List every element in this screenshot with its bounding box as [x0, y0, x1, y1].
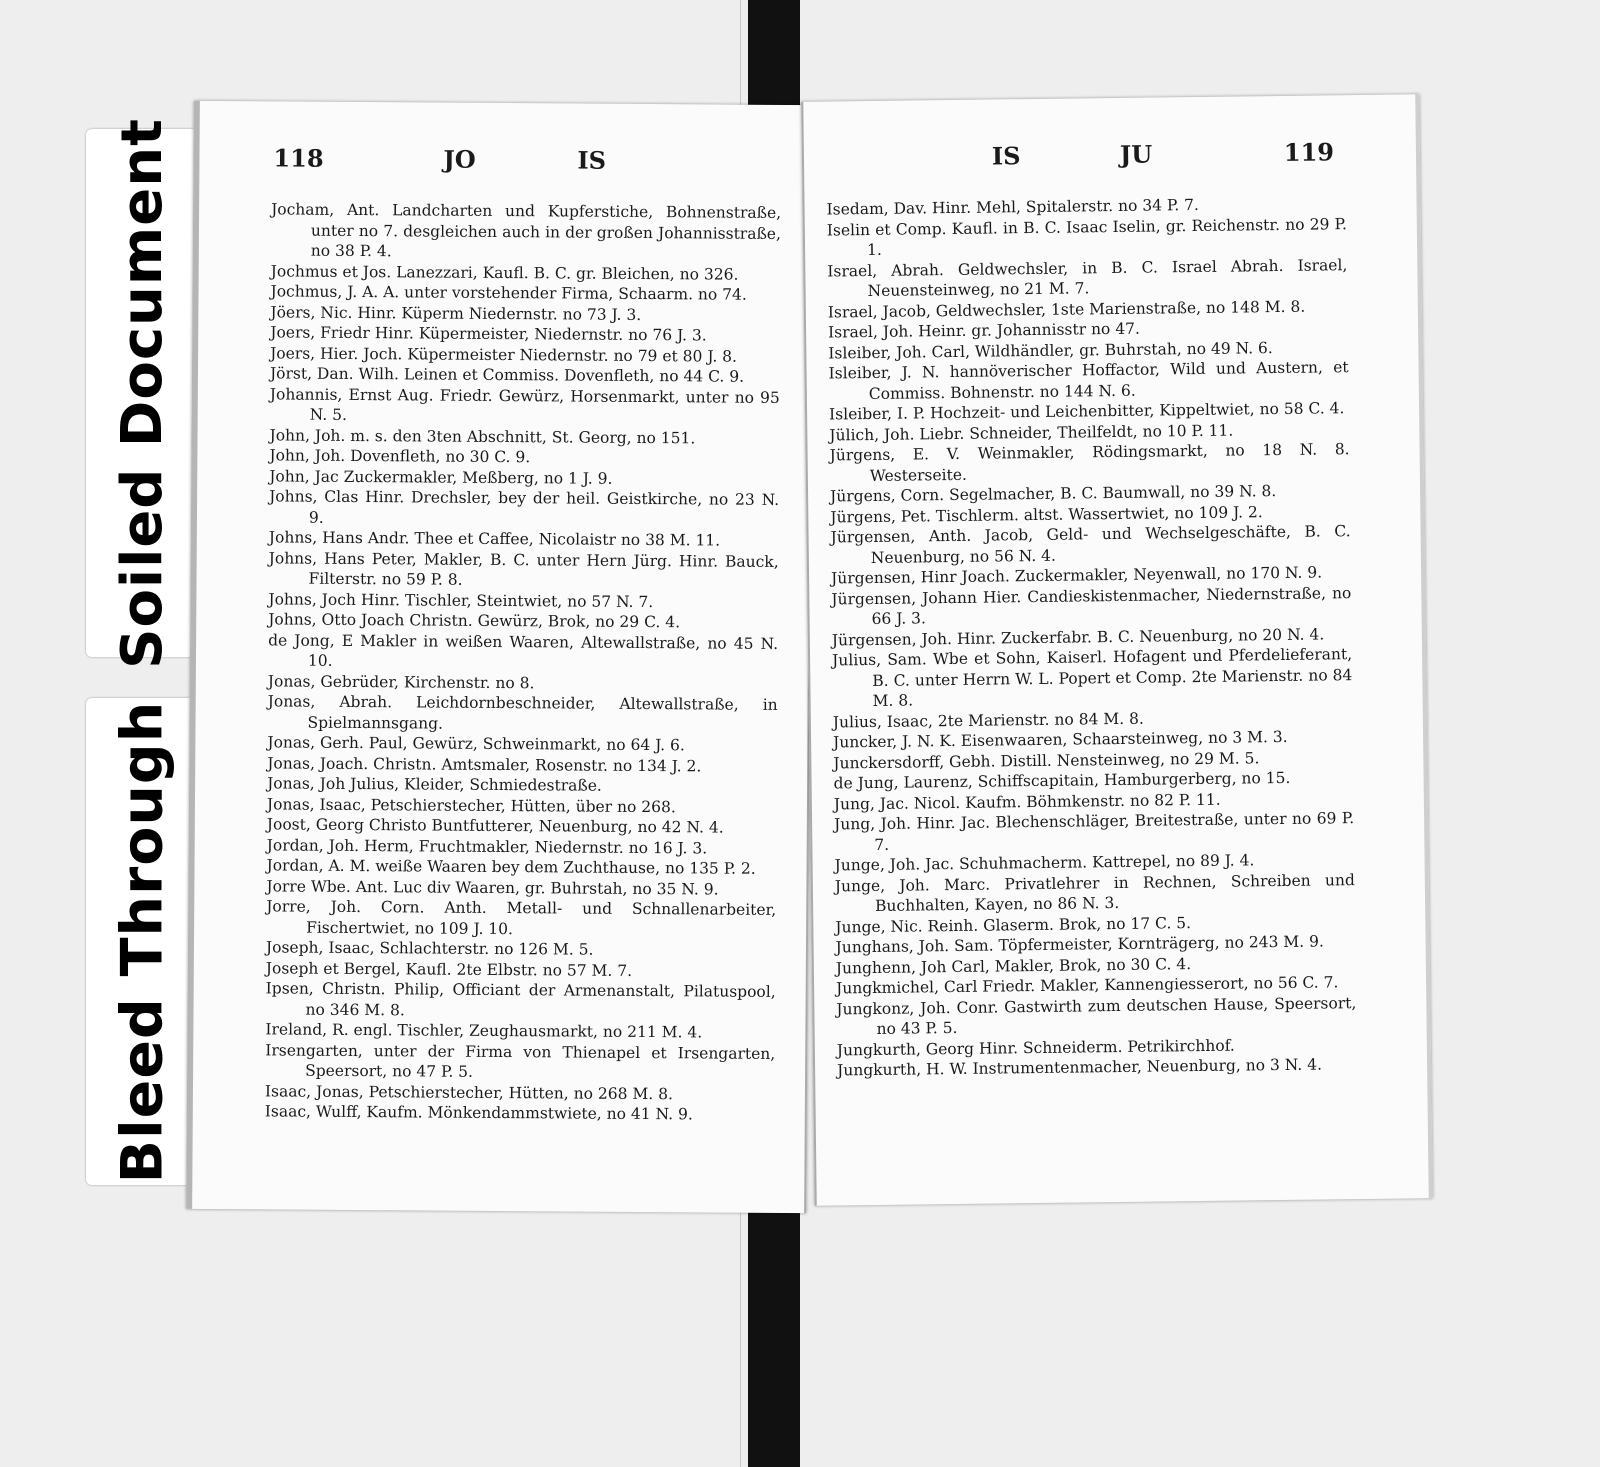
directory-entry: Jocham, Ant. Landcharten und Kupferstiche, Bohnenstraße, unter no 7. desgleichen auch in der großen Johannisstraße, no 38 P. 4. [271, 200, 782, 261]
directory-entry: Israel, Joh. Heinr. gr. Johannisstr no 47. [827, 319, 1141, 342]
left-page [186, 101, 814, 1213]
directory-entry: Jung, Jac. Nicol. Kaufm. Böhmkenstr. no 82 P. 11. [833, 790, 1221, 813]
directory-entry: Isleiber, Joh. Carl, Wildhändler, gr. Buhrstah, no 49 N. 6. [828, 338, 1273, 363]
left-running-head-start: JO [443, 144, 476, 174]
directory-entry: Junge, Joh. Marc. Privatlehrer in Rechnen, Schreiben und Buchhalten, Kayen, no 86 N. 3. [834, 870, 1355, 915]
left-directory-entries [265, 199, 781, 1125]
directory-entry: Jochmus et Jos. Lanezzari, Kaufl. B. C. gr. Bleichen, no 326. [270, 261, 739, 284]
directory-entry: Isleiber, I. P. Hochzeit- und Leichenbitter, Kippeltwiet, no 58 C. 4. [828, 399, 1345, 424]
bleed-through-tab [86, 698, 198, 1185]
directory-entry: John, Joh. m. s. den 3ten Abschnitt, St. Georg, no 151. [269, 425, 696, 447]
directory-entry: Joseph, Isaac, Schlachterstr. no 126 M. 5. [265, 938, 594, 959]
directory-entry: Jürgensen, Johann Hier. Candieskistenmacher, Niedernstraße, no 66 J. 3. [831, 583, 1352, 628]
directory-entry: Johns, Joch Hinr. Tischler, Steintwiet, no 57 N. 7. [268, 589, 654, 611]
directory-entry: Jungkurth, H. W. Instrumentenmacher, Neuenburg, no 3 N. 4. [837, 1055, 1323, 1080]
directory-entry: Junghenn, Joh Carl, Makler, Brok, no 30 C. 4. [835, 954, 1192, 977]
directory-entry: Jonas, Isaac, Petschierstecher, Hütten, über no 268. [266, 794, 676, 816]
directory-entry: Jochmus, J. A. A. unter vorstehender Firma, Schaarm. no 74. [270, 282, 747, 304]
directory-entry: Jöers, Nic. Hinr. Küperm Niedernstr. no 73 J. 3. [270, 302, 642, 324]
directory-entry: Jordan, A. M. weiße Waaren bey dem Zuchthause, no 135 P. 2. [266, 856, 756, 878]
directory-entry: Isedam, Dav. Hinr. Mehl, Spitalerstr. no 34 P. 7. [826, 195, 1200, 219]
directory-entry: Joseph et Bergel, Kaufl. 2te Elbstr. no 57 M. 7. [265, 958, 633, 980]
directory-entry: Jürgens, E. V. Weinmakler, Rödingsmarkt, no 18 N. 8. Westerseite. [829, 440, 1350, 485]
directory-entry: Israel, Jacob, Geldwechsler, 1ste Marienstraße, no 148 M. 8. [827, 297, 1306, 322]
directory-entry: Junghans, Joh. Sam. Töpfermeister, Kornträgerg, no 243 M. 9. [835, 932, 1324, 957]
directory-entry: John, Jac Zuckermakler, Meßberg, no 1 J. 9. [269, 466, 613, 488]
directory-entry: Isleiber, J. N. hannöverischer Hoffactor, Wild und Austern, et Commiss. Bohnenstr. no 144 N. 6. [828, 358, 1349, 403]
directory-entry: Jorre, Joh. Corn. Anth. Metall- und Schnallenarbeiter, Fischertwiet, no 109 J. 10. [266, 897, 777, 938]
directory-entry: Ireland, R. engl. Tischler, Zeughausmarkt, no 211 M. 4. [265, 1020, 703, 1042]
right-running-head-start: IS [991, 141, 1021, 171]
right-page-header [804, 136, 1416, 183]
directory-entry: John, Joh. Dovenfleth, no 30 C. 9. [269, 446, 531, 467]
directory-entry: Jorre Wbe. Ant. Luc div Waaren, gr. Buhrstah, no 35 N. 9. [266, 876, 719, 899]
directory-entry: Jonas, Gerh. Paul, Gewürz, Schweinmarkt, no 64 J. 6. [267, 733, 685, 755]
directory-entry: Junge, Joh. Jac. Schuhmacherm. Kattrepel, no 89 J. 4. [834, 851, 1255, 875]
right-running-head-end: JU [1119, 139, 1153, 169]
directory-entry: Irsengarten, unter der Firma von Thienapel et Irsengarten, Speersort, no 47 P. 5. [265, 1040, 776, 1081]
right-page [801, 94, 1432, 1205]
directory-entry: Jonas, Joach. Christn. Amtsmaler, Rosenstr. no 134 J. 2. [267, 753, 702, 775]
left-running-head-end: IS [577, 145, 607, 175]
right-directory-entries [826, 193, 1357, 1081]
directory-entry: Jülich, Joh. Liebr. Schneider, Theilfeldt, no 10 P. 11. [829, 421, 1234, 444]
directory-entry: Junge, Nic. Reinh. Glaserm. Brok, no 17 C. 5. [835, 913, 1192, 936]
directory-entry: Joost, Georg Christo Buntfutterer, Neuenburg, no 42 N. 4. [266, 815, 724, 837]
directory-entry: Israel, Abrah. Geldwechsler, in B. C. Israel Abrah. Israel, Neuensteinweg, no 21 M. 7. [827, 255, 1348, 301]
directory-entry: Johns, Clas Hinr. Drechsler, bey der heil. Geistkirche, no 23 N. 9. [269, 487, 780, 527]
directory-entry: Jung, Joh. Hinr. Jac. Blechenschläger, Breitestraße, unter no 69 P. 7. [834, 809, 1355, 854]
left-page-number: 118 [273, 143, 324, 173]
directory-entry: Jürgensen, Hinr Joach. Zuckermakler, Neyenwall, no 170 N. 9. [830, 563, 1323, 588]
directory-entry: Jungkmichel, Carl Friedr. Makler, Kannengiesserort, no 56 C. 7. [836, 973, 1339, 998]
directory-entry: Jürgens, Pet. Tischlerm. altst. Wassertwiet, no 109 J. 2. [830, 502, 1263, 526]
directory-entry: Joers, Hier. Joch. Küpermeister Niedernstr. no 79 et 80 J. 8. [270, 343, 738, 366]
directory-entry: Johns, Hans Andr. Thee et Caffee, Nicolaistr no 38 M. 11. [268, 528, 721, 550]
directory-entry: Johannis, Ernst Aug. Friedr. Gewürz, Horsenmarkt, unter no 95 N. 5. [269, 384, 780, 424]
directory-entry: Jonas, Abrah. Leichdornbeschneider, Altewallstraße, in Spielmannsgang. [267, 692, 778, 733]
directory-entry: Jungkonz, Joh. Conr. Gastwirth zum deutschen Hause, Speersort, no 43 P. 5. [836, 993, 1357, 1038]
directory-entry: Johns, Otto Joach Christn. Gewürz, Brok, no 29 C. 4. [268, 610, 681, 632]
bleed-through-label: Bleed Through [109, 700, 176, 1183]
directory-entry: Jordan, Joh. Herm, Fruchtmakler, Niedernstr. no 16 J. 3. [266, 835, 708, 857]
directory-entry: Jürgensen, Joh. Hinr. Zuckerfabr. B. C. Neuenburg, no 20 N. 4. [831, 624, 1325, 649]
directory-entry: Joers, Friedr Hinr. Küpermeister, Niedernstr. no 76 J. 3. [270, 323, 707, 345]
directory-entry: Johns, Hans Peter, Makler, B. C. unter Hern Jürg. Hinr. Bauck, Filterstr. no 59 P. 8. [268, 548, 779, 589]
directory-entry: Jürgens, Corn. Segelmacher, B. C. Baumwall, no 39 N. 8. [829, 482, 1277, 506]
directory-entry: Isaac, Jonas, Petschierstecher, Hütten, no 268 M. 8. [264, 1081, 673, 1103]
soiled-document-tab [86, 117, 198, 669]
directory-entry: Jürgensen, Anth. Jacob, Geld- und Wechselgeschäfte, B. C. Neuenburg, no 56 N. 4. [830, 522, 1351, 567]
right-page-number: 119 [1283, 137, 1335, 167]
directory-entry: Julius, Isaac, 2te Marienstr. no 84 M. 8. [832, 709, 1144, 731]
directory-entry: Ipsen, Christn. Philip, Officiant der Armenanstalt, Pilatuspool, no 346 M. 8. [265, 979, 776, 1019]
directory-entry: Jonas, Gebrüder, Kirchenstr. no 8. [267, 671, 535, 692]
directory-entry: de Jong, E Makler in weißen Waaren, Altewallstraße, no 45 N. 10. [268, 630, 779, 670]
directory-entry: de Jung, Laurenz, Schiffscapitain, Hamburgerberg, no 15. [833, 768, 1291, 793]
directory-entry: Junckersdorff, Gebh. Distill. Nensteinweg, no 29 M. 5. [833, 748, 1260, 772]
directory-entry: Julius, Sam. Wbe et Sohn, Kaiserl. Hofagent und Pferdelieferant, B. C. unter Herrn W. L. Popert et Comp. 2te Marienstr. no 84 M. 8. [831, 645, 1353, 710]
soiled-document-label: Soiled Document [109, 117, 175, 669]
directory-entry: Jörst, Dan. Wilh. Leinen et Commiss. Dovenfleth, no 44 C. 9. [269, 364, 745, 386]
directory-entry: Iselin et Comp. Kaufl. in B. C. Isaac Iselin, gr. Reichenstr. no 29 P. 1. [826, 214, 1347, 260]
directory-entry: Jungkurth, Georg Hinr. Schneiderm. Petrikirchhof. [836, 1036, 1235, 1059]
directory-entry: Isaac, Wulff, Kaufm. Mönkendammstwiete, no 41 N. 9. [264, 1102, 693, 1124]
left-page-header [199, 143, 811, 187]
directory-entry: Juncker, J. N. K. Eisenwaaren, Schaarsteinweg, no 3 M. 3. [832, 727, 1288, 752]
directory-entry: Jonas, Joh Julius, Kleider, Schmiedestraße. [267, 774, 602, 795]
